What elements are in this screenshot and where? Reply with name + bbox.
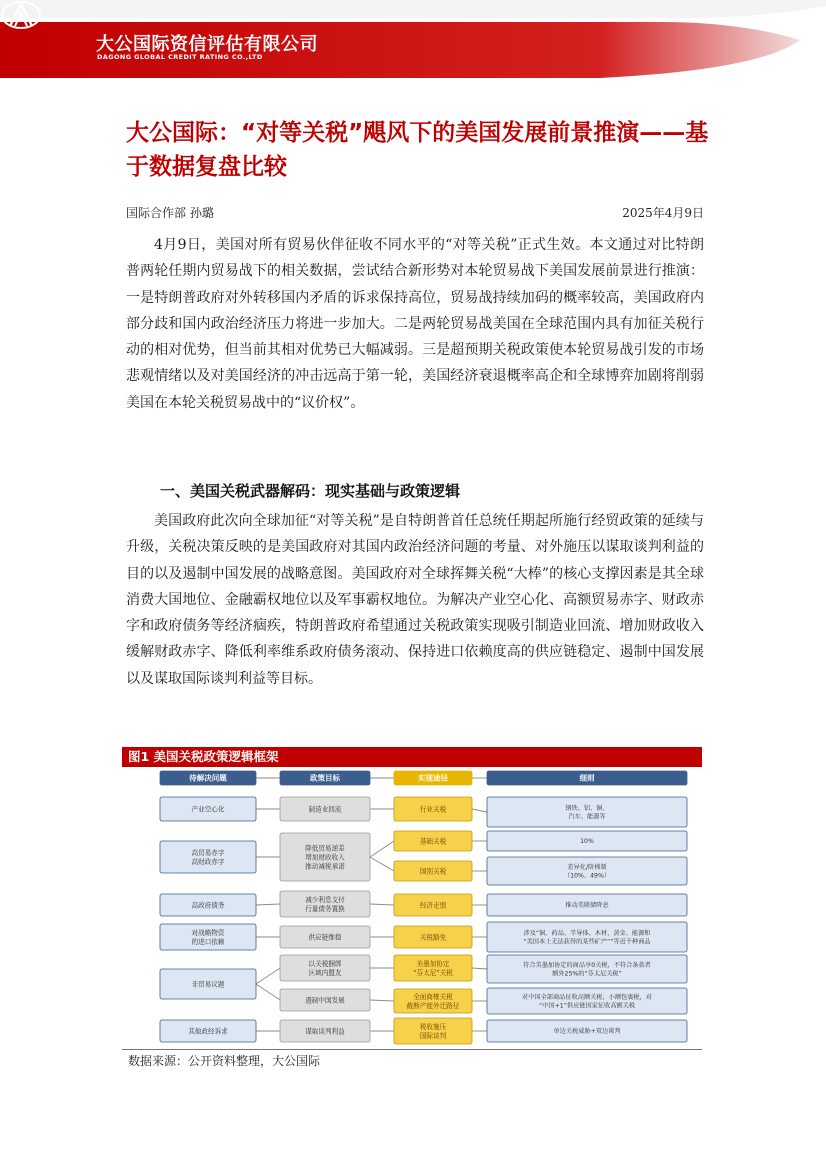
svg-text:行量债务置换: 行量债务置换 [305, 904, 345, 913]
route-box [394, 926, 472, 948]
svg-text:截断产能外迁路径: 截断产能外迁路径 [406, 1001, 460, 1010]
svg-text:汽车、能源等: 汽车、能源等 [568, 813, 606, 821]
goal-box [280, 891, 370, 917]
svg-text:对战略物资: 对战略物资 [191, 928, 225, 937]
policy-logic-diagram [122, 767, 702, 1049]
svg-text:国际谈判: 国际谈判 [419, 1031, 447, 1040]
svg-text:行业关税: 行业关税 [419, 805, 447, 814]
figure-title: 图1 美国关税政策逻辑框架 [122, 747, 702, 767]
svg-text:产业空心化: 产业空心化 [191, 805, 225, 814]
svg-text:高财政赤字: 高财政赤字 [191, 857, 225, 866]
svg-text:以关税捆绑: 以关税捆绑 [308, 959, 342, 968]
route-box [394, 955, 472, 981]
svg-text:区域内盟友: 区域内盟友 [308, 968, 342, 977]
figure-bottom-rule [122, 1049, 702, 1050]
svg-text:政策目标: 政策目标 [310, 773, 340, 783]
detail-box [487, 831, 687, 851]
goal-box [280, 797, 370, 821]
svg-text:非贸易议题: 非贸易议题 [191, 980, 225, 989]
diagram-header-1 [280, 771, 370, 785]
diagram-header-0 [160, 771, 256, 785]
svg-text:待解决问题: 待解决问题 [189, 773, 227, 783]
goal-box [280, 833, 370, 881]
goal-box [280, 955, 370, 981]
report-author: 国际合作部 孙璐 [126, 206, 214, 220]
route-box [394, 894, 472, 916]
company-name-en: DAGONG GLOBAL CREDIT RATING CO.,LTD [97, 53, 263, 61]
svg-text:增加财政收入: 增加财政收入 [305, 853, 345, 862]
report-date: 2025年4月9日 [622, 206, 704, 220]
svg-text:细则: 细则 [579, 773, 595, 783]
detail-box [487, 955, 687, 983]
svg-text:推动减税承诺: 推动减税承诺 [305, 862, 345, 871]
route-box [394, 1018, 472, 1044]
goal-box [280, 989, 370, 1011]
problem-box [160, 797, 256, 821]
svg-text:单边关税威胁+双边谈判: 单边关税威胁+双边谈判 [553, 1028, 621, 1036]
intro-paragraph: 4月9日，美国对所有贸易伙伴征收不同水平的“对等关税”正式生效。本文通过对比特朗普两轮任期内贸易战下的相关数据，尝试结合新形势对本轮贸易战下美国发展前景进行推演：一是特朗普政府对外转移国内矛盾的诉求保持高位，贸易战持续加码的概率较高，美国政府内部分歧和国内政治经济压力将进一步加大。二是两轮贸易战美国在全球范围内具有加征关税行动的相对优势，但当前其相对优势已大幅减弱。三是超预期关税政策使本轮贸易战引发的市场悲观情绪以及对美国经济的冲击远高于第一轮，美国经济衰退概率高企和全球博弈加剧将削弱美国在本轮关税贸易战中的“议价权”。 [126, 237, 704, 411]
svg-text:额外25%的“芬太尼关税”: 额外25%的“芬太尼关税” [552, 970, 622, 978]
svg-text:差异化/阶梯制: 差异化/阶梯制 [567, 863, 607, 871]
detail-box [487, 922, 687, 952]
svg-text:关税豁免: 关税豁免 [419, 933, 447, 942]
report-title: 大公国际：“对等关税”飓风下的美国发展前景推演——基于数据复盘比较 [126, 120, 709, 180]
problem-box [160, 841, 256, 873]
svg-text:“中国+1”供应链国家征收高额关税: “中国+1”供应链国家征收高额关税 [539, 1002, 635, 1010]
svg-text:基础关税: 基础关税 [419, 837, 447, 846]
svg-text:经济走弱: 经济走弱 [419, 901, 447, 910]
svg-text:国别关税: 国别关税 [419, 867, 447, 876]
svg-text:“美国本土无法获得的某些矿产””等近千种商品: “美国本土无法获得的某些矿产””等近千种商品 [523, 938, 651, 946]
goal-box [280, 1020, 370, 1042]
company-name-cn: 大公国际资信评估有限公司 [96, 34, 318, 55]
route-box [394, 861, 472, 881]
svg-text:推动美联储降息: 推动美联储降息 [565, 902, 609, 910]
svg-text:高贸易赤字: 高贸易赤字 [191, 848, 225, 857]
svg-text:税收施压: 税收施压 [419, 1022, 447, 1031]
problem-box [160, 969, 256, 999]
detail-box [487, 894, 687, 916]
detail-box [487, 857, 687, 885]
route-box [394, 989, 472, 1013]
figure-source: 数据来源：公开资料整理，大公国际 [128, 1054, 321, 1068]
svg-text:谋取谈判利益: 谋取谈判利益 [305, 1027, 345, 1036]
diagram-header-2 [394, 771, 472, 785]
diagram-header-3 [487, 771, 687, 785]
svg-text:实现途径: 实现途径 [418, 773, 448, 783]
svg-text:10%: 10% [580, 838, 594, 846]
section-heading-1: 一、美国关税武器解码：现实基础与政策逻辑 [160, 482, 461, 500]
dagong-logo-icon [0, 0, 42, 30]
svg-text:全面商榷关税: 全面商榷关税 [413, 992, 453, 1001]
svg-text:供应链维稳: 供应链维稳 [308, 933, 342, 942]
route-box [394, 831, 472, 851]
svg-text:钢铁、铝、铜、: 钢铁、铝、铜、 [565, 804, 609, 812]
goal-box [280, 926, 370, 948]
svg-text:降低贸易逆差: 降低贸易逆差 [305, 844, 345, 853]
detail-box [487, 988, 687, 1014]
svg-text:符合美墨加协定的商品享0关税，不符合条款者: 符合美墨加协定的商品享0关税，不符合条款者 [523, 961, 651, 969]
detail-box [487, 797, 687, 827]
page-header [0, 0, 826, 78]
detail-box [487, 1020, 687, 1042]
route-box [394, 797, 472, 821]
svg-text:减少利息支付: 减少利息支付 [305, 895, 345, 904]
svg-text:高政府债务: 高政府债务 [191, 901, 225, 910]
svg-text:涉及“铜、药品、半导体、木材、黄金、能源和: 涉及“铜、药品、半导体、木材、黄金、能源和 [523, 929, 651, 937]
svg-text:美墨加协定: 美墨加协定 [416, 959, 450, 968]
problem-box [160, 1020, 256, 1042]
section1-paragraph: 美国政府此次向全球加征“对等关税”是自特朗普首任总统任期起所施行经贸政策的延续与升级，关税决策反映的是美国政府对其国内政治经济问题的考量、对外施压以谋取谈判利益的目的以及遏制中国发展的战略意图。美国政府对全球挥舞关税“大棒”的核心支撑因素是其全球消费大国地位、金融霸权地位以及军事霸权地位。为解决产业空心化、高额贸易赤字、财政赤字和政府债务等经济痼疾，特朗普政府希望通过关税政策实现吸引制造业回流、增加财政收入缓解财政赤字、降低利率维系政府债务滚动、保持进口依赖度高的供应链稳定、遏制中国发展以及谋取国际谈判利益等目标。 [126, 513, 704, 687]
svg-text:（10%、49%）: （10%、49%） [563, 872, 611, 880]
svg-text:遏制中国发展: 遏制中国发展 [305, 996, 345, 1005]
svg-text:其他政经诉求: 其他政经诉求 [188, 1027, 228, 1036]
svg-text:的进口依赖: 的进口依赖 [191, 937, 225, 946]
svg-text:“芬太尼”关税: “芬太尼”关税 [413, 968, 453, 977]
svg-text:对中国全部商品征收高额关税，小额包裹税，对: 对中国全部商品征收高额关税，小额包裹税，对 [522, 993, 652, 1001]
problem-box [160, 894, 256, 916]
problem-box [160, 924, 256, 950]
svg-text:制造业回流: 制造业回流 [308, 805, 342, 814]
